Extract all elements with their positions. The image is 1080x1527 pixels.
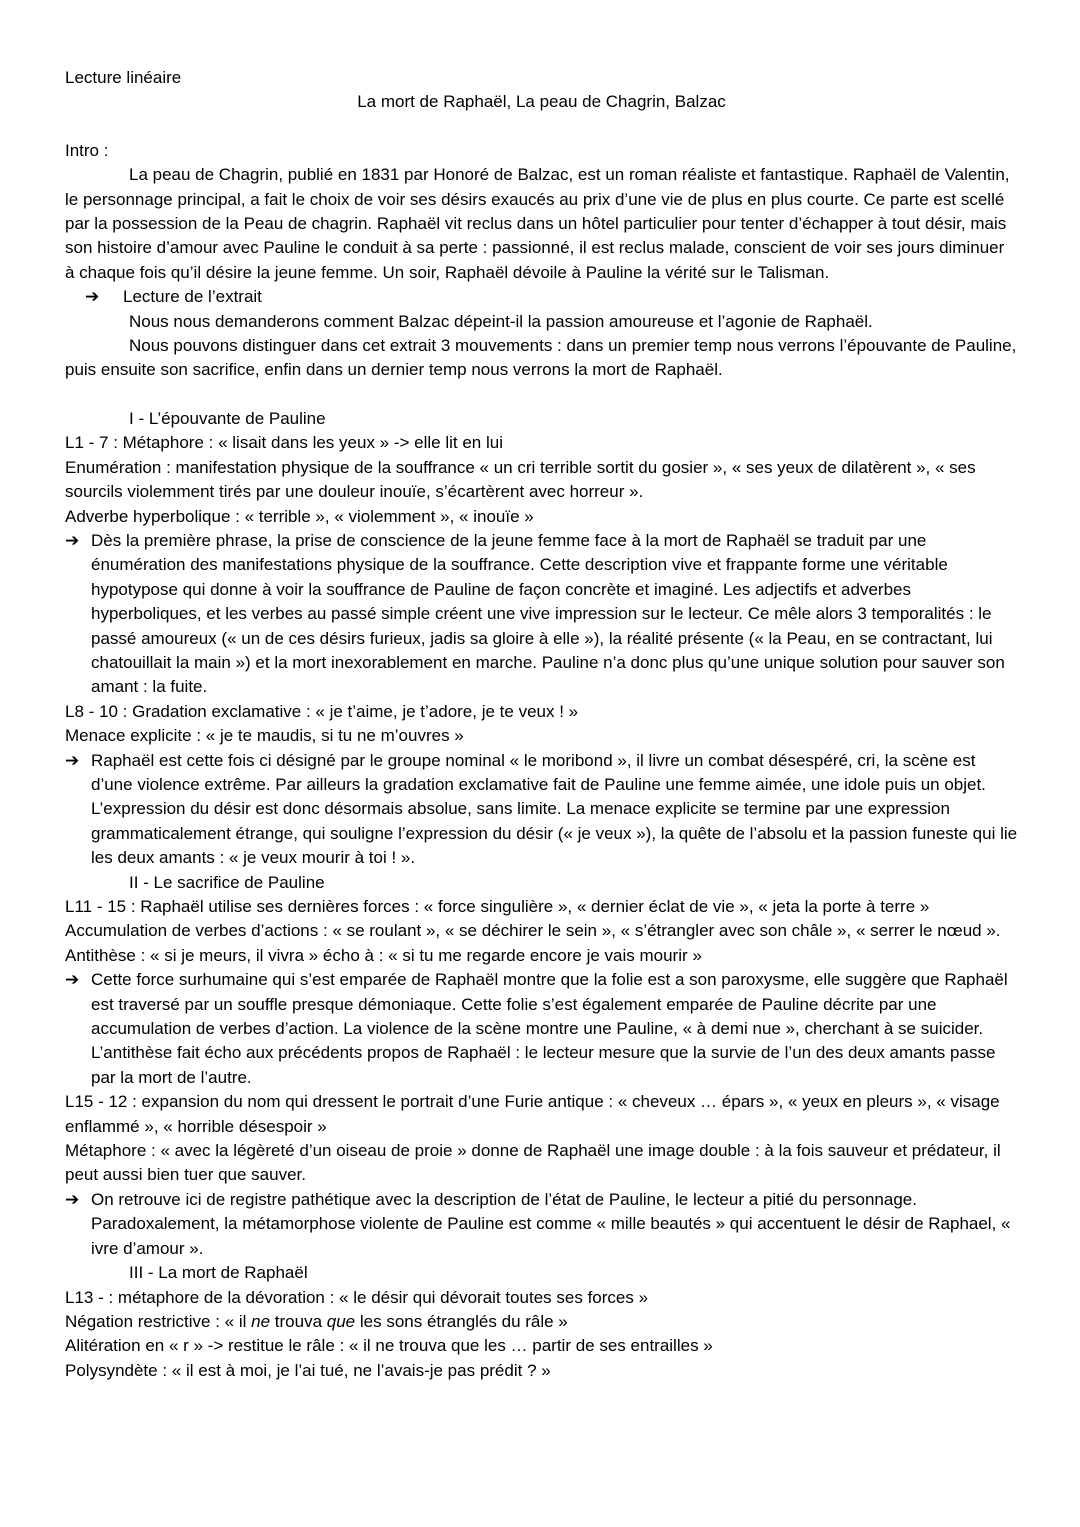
analysis-text: Raphaël est cette fois ci désigné par le groupe nominal « le moribond », il livre un combat désespéré, cri, la scène est d’une violence extrême. Par ailleurs la gradation exclamative fait de Pauline une femme aimée, une idole puis un objet. L’expression du désir est donc désormais absolue, sans limite. La menace explicite se termine par une expression grammaticalement étrange, qui souligne l’expression du désir (« je veux »), la quête de l’absolu et la passion funeste qui lie les deux amants : « je veux mourir à toi ! ». — [91, 750, 1018, 868]
arrow-icon: ➔ — [65, 970, 80, 990]
analysis-text: On retrouve ici de registre pathétique avec la description de l’état de Pauline, le lecteur a pitié du personnage. Paradoxalement, la métamorphose violente de Pauline est comme « mille beautés » qui accentuent le désir de Raphael, « ivre d’amour ». — [91, 1189, 1011, 1258]
note-line: Menace explicite : « je te maudis, si tu ne m’ouvres » — [65, 726, 464, 746]
note-text: trouva — [270, 1311, 327, 1331]
reading-label: Lecture de l’extrait — [123, 287, 262, 307]
analysis-text: Cette force surhumaine qui s’est emparée de Raphaël montre que la folie est a son paroxysme, elle suggère que Raphaël est traversé par un souffle presque démoniaque. Cette folie s’est également emparée de Pauline décrite par une accumulation de verbes d’action. La violence de la scène montre une Pauline, « à demi nue », cherchant à se suicider. L’antithèse fait écho aux précédents propos de Raphaël : le lecteur mesure que la survie de l’un des deux amants passe par la mort de l’autre. — [91, 970, 1008, 1087]
analysis-text: Dès la première phrase, la prise de conscience de la jeune femme face à la mort de Raphaël se traduit par une énumération des manifestations physique de la souffrance. Cette description vive et frappante forme une véritable hypotypose qui donne à voir la souffrance de Pauline de façon concrète et imaginé. Les adjectifs et adverbes hyperboliques, et les verbes au passé simple créent une vive impression sur le lecteur. Ce mêle alors 3 temporalités : le passé amoureux (« un de ces désirs furieux, jadis sa gloire à elle »), la réalité présente (« la Peau, en se contractant, lui chatouillait la main ») et la mort inexorablement en marche. Pauline n’a donc plus qu’une unique solution pour sauver son amant : la fuite. — [91, 530, 1005, 697]
note-text: Négation restrictive : « il — [65, 1311, 252, 1331]
note-line: L11 - 15 : Raphaël utilise ses dernières forces : « force singulière », « dernier éclat de vie », « jeta la porte à terre » — [65, 897, 930, 916]
emphasis-ne: ne — [251, 1311, 271, 1331]
arrow-icon: ➔ — [85, 287, 100, 307]
intro-label: Intro : — [65, 140, 109, 160]
reading-line — [65, 285, 1018, 309]
arrow-icon: ➔ — [65, 750, 80, 770]
section-title-part2: II - Le sacrifice de Pauline — [129, 872, 325, 892]
note-line: Alitération en « r » -> restitue le râle : « il ne trouva que les … partir de ses entrailles » — [65, 1336, 713, 1356]
document-title: La mort de Raphaël, La peau de Chagrin, Balzac — [357, 92, 726, 112]
analysis-block — [65, 749, 1018, 871]
analysis-block — [65, 529, 1018, 700]
note-line: Polysyndète : « il est à moi, je l’ai tué, ne l’avais-je pas prédit ? » — [65, 1360, 551, 1380]
note-line: Adverbe hyperbolique : « terrible », « violemment », « inouïe » — [65, 506, 534, 526]
note-line: L8 - 10 : Gradation exclamative : « je t’aime, je t’adore, je te veux ! » — [65, 701, 579, 721]
note-text: les sons étranglés du râle » — [355, 1311, 568, 1331]
note-line: L13 - : métaphore de la dévoration : « le désir qui dévorait toutes ses forces » — [65, 1287, 649, 1307]
section-title-part3: III - La mort de Raphaël — [129, 1263, 308, 1283]
note-line: Accumulation de verbes d’actions : « se roulant », « se déchirer le sein », « s’étrangler avec son châle », « serrer le nœud ». — [65, 921, 1001, 941]
note-line: Métaphore : « avec la légèreté d’un oiseau de proie » donne de Raphaël une image double : à la fois sauveur et prédateur, il peut aussi bien tuer que sauver. — [65, 1141, 1001, 1185]
section-title-part1: I - L’épouvante de Pauline — [129, 408, 326, 428]
note-line: Antithèse : « si je meurs, il vivra » écho à : « si tu me regarde encore je vais mourir » — [65, 945, 702, 965]
problematique: Nous nous demanderons comment Balzac dépeint-il la passion amoureuse et l’agonie de Raphaël. — [129, 311, 873, 331]
plan: Nous pouvons distinguer dans cet extrait 3 mouvements : dans un premier temp nous verrons l’épouvante de Pauline, puis ensuite son sacrifice, enfin dans un dernier temp nous verrons la mort de Raphaël. — [65, 336, 1017, 380]
analysis-block — [65, 968, 1018, 1090]
intro-paragraph: La peau de Chagrin, publié en 1831 par Honoré de Balzac, est un roman réaliste et fantastique. Raphaël de Valentin, le personnage principal, a fait le choix de voir ses désirs exaucés au prix d’une vie de plus en plus courte. Ce parte est scellé par la possession de la Peau de chagrin. Raphaël vit reclus dans un hôtel particulier pour tenter d’échapper à tout désir, mais son histoire d’amour avec Pauline le conduit à sa perte : passionné, il est reclus malade, conscient de voir ses jours diminuer à chaque fois qu’il désire la jeune femme. Un soir, Raphaël dévoile à Pauline la vérité sur le Talisman. — [65, 165, 1010, 282]
note-line: Enumération : manifestation physique de la souffrance « un cri terrible sortit du gosier », « ses yeux de dilatèrent », « ses sourcils violemment tirés par une douleur inouïe, s’écartèrent avec horreur ». — [65, 457, 976, 502]
document-type: Lecture linéaire — [65, 68, 182, 87]
note-line: L15 - 12 : expansion du nom qui dressent le portrait d’une Furie antique : « cheveux … épars », « yeux en pleurs », « visage enflammé », « horrible désespoir » — [65, 1092, 1000, 1136]
note-line — [65, 1310, 1018, 1334]
emphasis-que: que — [326, 1311, 356, 1331]
arrow-icon: ➔ — [65, 530, 80, 550]
analysis-block — [65, 1188, 1018, 1261]
note-line: L1 - 7 : Métaphore : « lisait dans les yeux » -> elle lit en lui — [65, 433, 503, 453]
arrow-icon: ➔ — [65, 1189, 80, 1209]
